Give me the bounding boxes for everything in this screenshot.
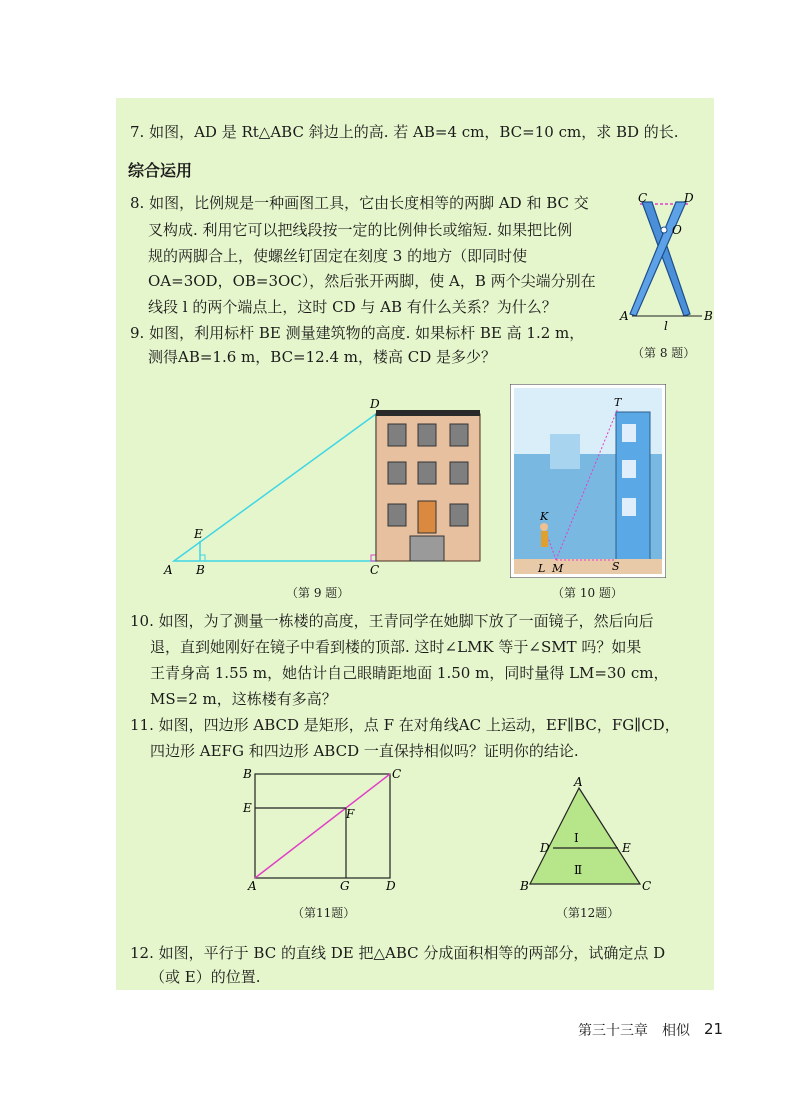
fig10-label-k: K bbox=[540, 510, 549, 523]
fig11-label-d: D bbox=[386, 879, 396, 892]
fig12-label-a: A bbox=[574, 776, 583, 789]
problem-8-line-1: 8. 如图，比例规是一种画图工具，它由长度相等的两脚 AD 和 BC 交 bbox=[130, 194, 589, 212]
fig10-label-t: T bbox=[614, 396, 622, 409]
fig8-label-d: D bbox=[684, 191, 694, 205]
fig9-label-e: E bbox=[194, 527, 203, 541]
problem-8-line-5: 线段 l 的两个端点上，这时 CD 与 AB 有什么关系？为什么？ bbox=[148, 298, 557, 316]
problem-12-line-2: （或 E）的位置. bbox=[150, 968, 261, 986]
problem-9-line-2: 测得AB=1.6 m，BC=12.4 m，楼高 CD 是多少？ bbox=[148, 348, 497, 366]
fig10-label-s: S bbox=[612, 560, 620, 573]
fig12-caption: （第12题） bbox=[556, 906, 620, 920]
triangle-figure bbox=[516, 776, 656, 894]
problem-8-line-4: OA=3OD，OB=3OC），然后张开两脚，使 A，B 两个尖端分别在 bbox=[148, 272, 596, 290]
fig12-label-b: B bbox=[520, 879, 529, 893]
fig8-label-b: B bbox=[704, 309, 713, 323]
fig9-label-a: A bbox=[164, 563, 173, 576]
fig11-label-g: G bbox=[340, 879, 350, 892]
problem-8-line-3: 规的两脚合上，使螺丝钉固定在刻度 3 的地方（即同时使 bbox=[148, 247, 528, 265]
fig11-label-c: C bbox=[392, 767, 402, 781]
proportional-compass-figure bbox=[612, 190, 722, 330]
problem-11-line-1: 11. 如图，四边形 ABCD 是矩形，点 F 在对角线AC 上运动，EF∥BC，FG∥CD， bbox=[130, 716, 680, 734]
fig11-label-a: A bbox=[248, 879, 257, 892]
fig11-label-f: F bbox=[346, 807, 355, 821]
fig12-region-2: Ⅱ bbox=[574, 863, 583, 877]
problem-9-line-1: 9. 如图，利用标杆 BE 测量建筑物的高度. 如果标杆 BE 高 1.2 m， bbox=[130, 324, 585, 342]
problem-7: 7. 如图，AD 是 Rt△ABC 斜边上的高. 若 AB=4 cm，BC=10 cm，求 BD 的长. bbox=[130, 123, 679, 141]
problem-10-line-4: MS=2 m，这栋楼有多高？ bbox=[150, 690, 337, 708]
fig11-label-e: E bbox=[243, 801, 252, 815]
chapter-title: 第三十三章 相似 bbox=[578, 1023, 690, 1039]
fig12-label-e: E bbox=[622, 841, 631, 855]
problem-12-line-1: 12. 如图，平行于 BC 的直线 DE 把△ABC 分成面积相等的两部分，试确定点 D bbox=[130, 944, 666, 962]
fig10-label-l: L bbox=[538, 562, 546, 575]
fig8-label-a: A bbox=[620, 309, 629, 323]
fig8-label-l: l bbox=[664, 319, 668, 330]
rectangle-figure bbox=[240, 764, 410, 892]
problem-10-line-2: 退，直到她刚好在镜子中看到楼的顶部. 这时∠LMK 等于∠SMT 吗？如果 bbox=[150, 638, 642, 656]
fig10-label-m: M bbox=[552, 562, 564, 575]
problem-10-line-3: 王青身高 1.55 m，她估计自己眼睛距地面 1.50 m，同时量得 LM=30 cm， bbox=[150, 664, 669, 682]
fig9-label-b: B bbox=[196, 563, 205, 576]
fig12-region-1: Ⅰ bbox=[574, 831, 579, 845]
fig9-label-c: C bbox=[370, 563, 380, 576]
fig8-label-o: O bbox=[672, 223, 682, 237]
fig12-label-d: D bbox=[540, 841, 550, 855]
problem-11-line-2: 四边形 AEFG 和四边形 ABCD 一直保持相似吗？证明你的结论. bbox=[150, 742, 579, 760]
section-heading: 综合运用 bbox=[128, 161, 193, 180]
pole-building-figure bbox=[160, 396, 490, 576]
problem-10-line-1: 10. 如图，为了测量一栋楼的高度，王青同学在她脚下放了一面镜子，然后向后 bbox=[130, 612, 654, 630]
fig9-caption: （第 9 题） bbox=[286, 586, 350, 600]
fig11-caption: （第11题） bbox=[292, 906, 356, 920]
fig10-caption: （第 10 题） bbox=[552, 586, 623, 600]
fig9-label-d: D bbox=[370, 397, 380, 411]
fig8-label-c: C bbox=[638, 191, 648, 205]
mirror-method-figure bbox=[510, 384, 666, 578]
problem-8-line-2: 叉构成. 利用它可以把线段按一定的比例伸长或缩短. 如果把比例 bbox=[148, 221, 573, 239]
fig11-label-b: B bbox=[243, 767, 252, 781]
fig8-caption: （第 8 题） bbox=[632, 346, 696, 360]
fig12-label-c: C bbox=[642, 879, 652, 893]
page-number: 21 bbox=[704, 1020, 724, 1038]
